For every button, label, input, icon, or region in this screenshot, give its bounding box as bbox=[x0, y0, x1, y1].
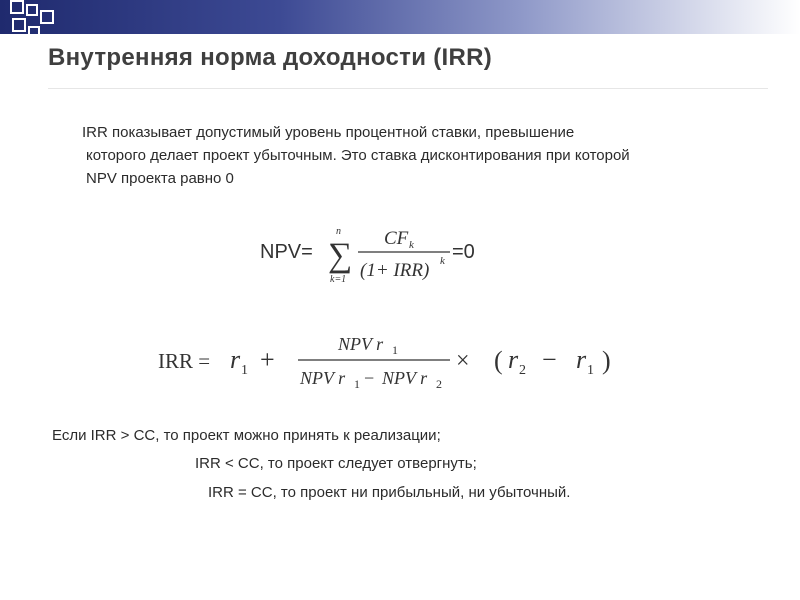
paragraph-line: которого делает проект убыточным. Это ставка дисконтирования при которой bbox=[86, 147, 630, 164]
irr-minus: − bbox=[542, 345, 557, 374]
condition-neutral: IRR = CC, то проект ни прибыльный, ни убыточный. bbox=[208, 484, 571, 501]
irr-r1: r bbox=[230, 345, 241, 374]
npv-formula bbox=[260, 220, 520, 292]
decor-square bbox=[12, 18, 26, 32]
irr-lhs: IRR = bbox=[158, 349, 211, 373]
irr-numerator-subscript: 1 bbox=[392, 343, 398, 357]
header-gradient-band bbox=[0, 0, 800, 34]
irr-r1b-subscript: 1 bbox=[587, 363, 594, 378]
npv-denominator: (1+ IRR) bbox=[360, 260, 430, 281]
irr-formula bbox=[150, 326, 630, 396]
irr-plus: + bbox=[260, 345, 275, 374]
sum-upper-limit: n bbox=[336, 226, 341, 237]
irr-denominator-a-subscript: 1 bbox=[354, 377, 360, 391]
paragraph-line: IRR показывает допустимый уровень процентной ставки, превышение bbox=[82, 124, 575, 141]
irr-denominator-a: NPV r bbox=[300, 368, 346, 388]
npv-denominator-exponent: k bbox=[440, 255, 445, 267]
irr-r1b: r bbox=[576, 345, 587, 374]
decor-square bbox=[26, 4, 38, 16]
sigma-symbol: ∑ bbox=[328, 237, 353, 274]
condition-accept: Если IRR > CC, то проект можно принять к реализации; bbox=[52, 427, 441, 444]
slide-title: Внутренняя норма доходности (IRR) bbox=[48, 44, 493, 71]
sum-lower-limit: k=1 bbox=[330, 274, 347, 285]
irr-denominator-minus: − bbox=[364, 368, 375, 388]
irr-r1-subscript: 1 bbox=[241, 363, 248, 378]
npv-numerator-subscript: k bbox=[409, 239, 414, 251]
paragraph-line: NPV проекта равно 0 bbox=[86, 170, 234, 187]
irr-denominator-b-subscript: 2 bbox=[436, 377, 442, 391]
irr-denominator-b: NPV r bbox=[382, 368, 428, 388]
title-divider bbox=[48, 88, 768, 89]
irr-numerator: NPV r bbox=[338, 334, 384, 354]
irr-paren-close: ) bbox=[602, 346, 611, 375]
decor-square bbox=[10, 0, 24, 14]
npv-numerator: CF bbox=[384, 228, 409, 249]
npv-lhs: NPV= bbox=[260, 241, 313, 263]
decor-square bbox=[28, 26, 40, 38]
irr-paren-open: ( bbox=[494, 346, 503, 375]
irr-r2: r bbox=[508, 345, 519, 374]
irr-r2-subscript: 2 bbox=[519, 363, 526, 378]
condition-reject: IRR < CC, то проект следует отвергнуть; bbox=[195, 455, 477, 472]
decor-square bbox=[40, 10, 54, 24]
irr-times: × bbox=[456, 348, 470, 374]
definition-paragraph bbox=[68, 121, 768, 190]
decor-square bbox=[4, 36, 18, 50]
npv-rhs: =0 bbox=[452, 241, 475, 263]
